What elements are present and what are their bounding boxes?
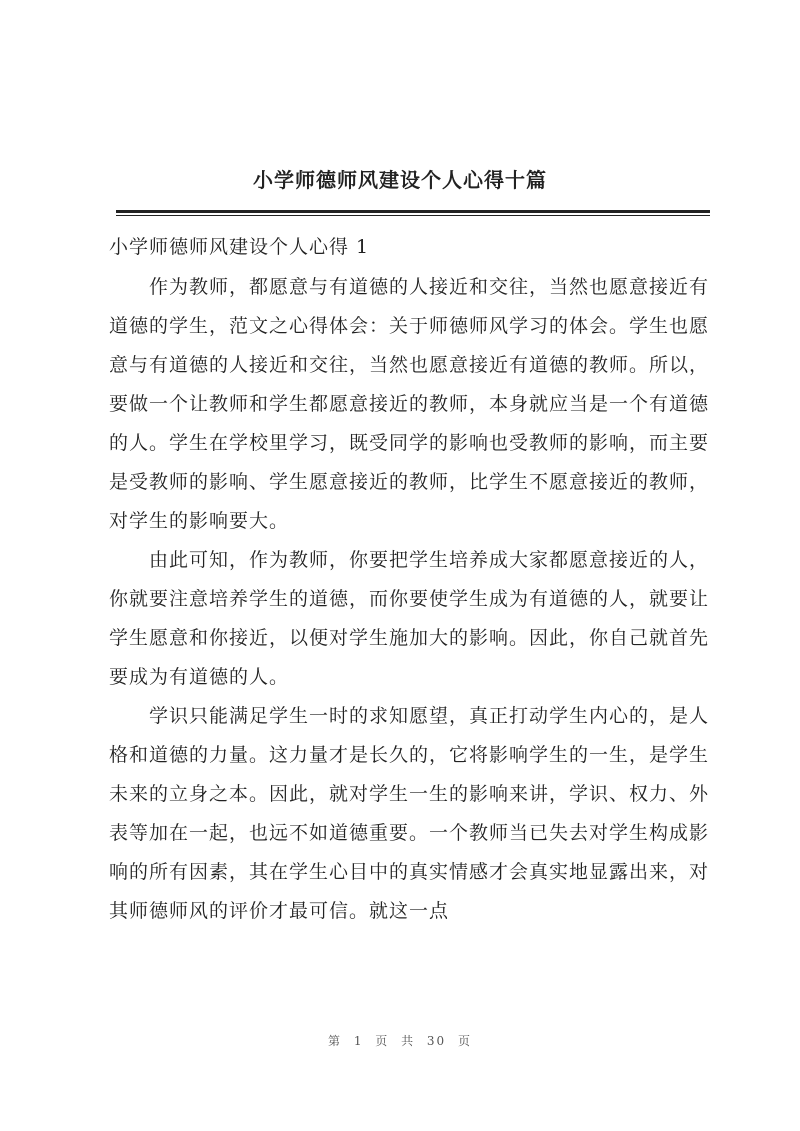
- paragraph-3: 学识只能满足学生一时的求知愿望，真正打动学生内心的，是人格和道德的力量。这力量才是长久的，它将影响学生的一生，是学生未来的立身之本。因此，就对学生一生的影响来讲，学识、权力、外表等加在一起，也远不如道德重要。一个教师当已失去对学生构成影响的所有因素，其在学生心目中的真实情感才会真实地显露出来，对其师德师风的评价才最可信。就这一点: [109, 705, 710, 922]
- section-heading: 小学师德师风建设个人心得 1: [109, 236, 370, 258]
- paragraph-2: 由此可知，作为教师，你要把学生培养成大家都愿意接近的人，你就要注意培养学生的道德，而你要使学生成为有道德的人，就要让学生愿意和你接近，以便对学生施加大的影响。因此，你自己就首先要成为有道德的人。: [109, 549, 710, 688]
- title-divider: [116, 210, 710, 213]
- title-divider-thin: [116, 215, 710, 216]
- page-number-footer: 第 1 页 共 30 页: [328, 1034, 472, 1048]
- document-title: 小学师德师风建设个人心得十篇: [253, 168, 547, 192]
- paragraph-1: 作为教师，都愿意与有道德的人接近和交往，当然也愿意接近有道德的学生，范文之心得体会：关于师德师风学习的体会。学生也愿意与有道德的人接近和交往，当然也愿意接近有道德的教师。所以，要做一个让教师和学生都愿意接近的教师，本身就应当是一个有道德的人。学生在学校里学习，既受同学的影响也受教师的影响，而主要是受教师的影响、学生愿意接近的教师，比学生不愿意接近的教师，对学生的影响要大。: [109, 276, 710, 532]
- document-body: [109, 268, 709, 931]
